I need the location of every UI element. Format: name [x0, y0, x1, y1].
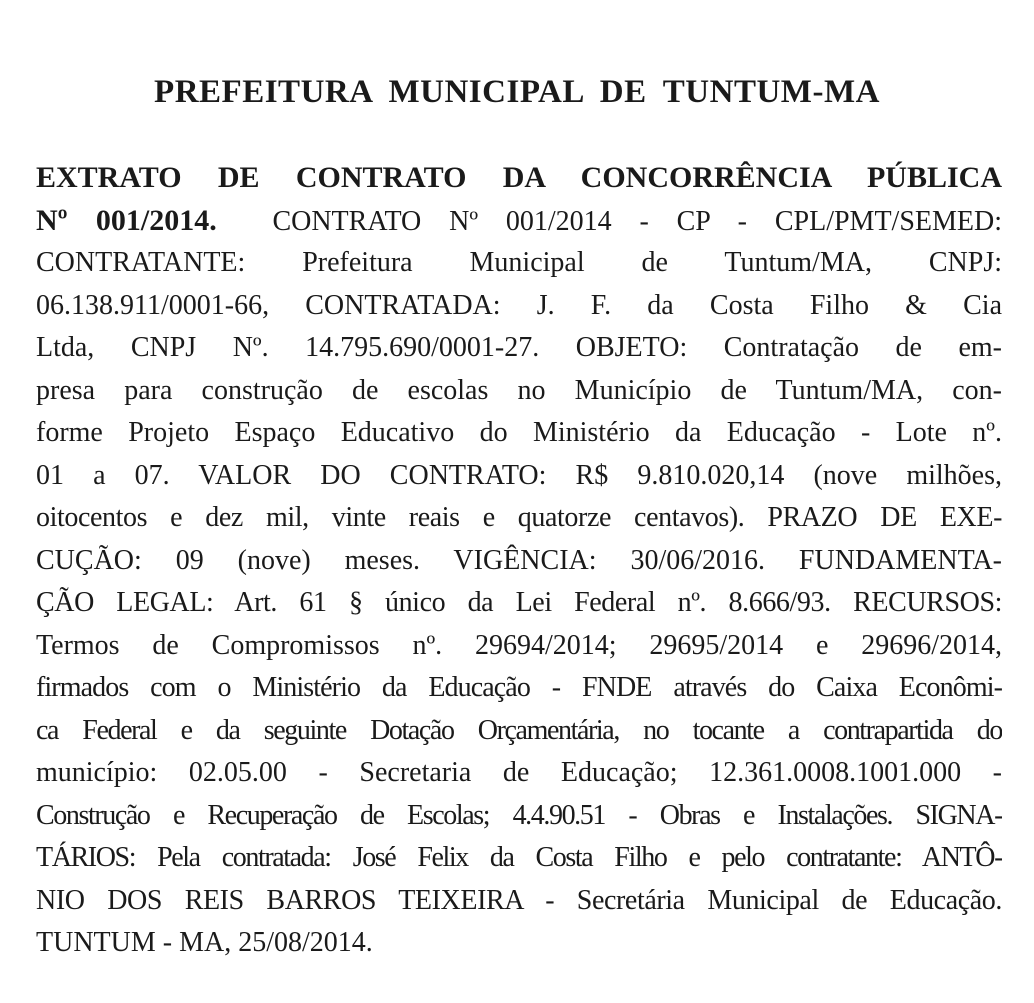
- document-header: PREFEITURA MUNICIPAL DE TUNTUM-MA: [154, 74, 880, 110]
- body-line: forme Projeto Espaço Educativo do Ministério da Educação - Lote nº.: [36, 417, 1002, 448]
- body-line: presa para construção de escolas no Município de Tuntum/MA, con-: [36, 374, 1002, 406]
- body-line: ca Federal e da seguinte Dotação Orçamentária, no tocante a contrapartida do: [36, 714, 1002, 746]
- contract-number-text: CONTRATO Nº 001/2014 - CP - CPL/PMT/SEMED:: [272, 205, 1002, 237]
- body-line: ÇÃO LEGAL: Art. 61 § único da Lei Federal nº. 8.666/93. RECURSOS:: [36, 587, 1002, 618]
- body-line: município: 02.05.00 - Secretaria de Educação; 12.361.0008.1001.000 -: [36, 757, 1002, 788]
- heading-line: EXTRATO DE CONTRATO DA CONCORRÊNCIA PÚBLICA: [36, 161, 1002, 194]
- body-line: Ltda, CNPJ Nº. 14.795.690/0001-27. OBJETO: Contratação de em-: [36, 332, 1002, 363]
- body-line: NIO DOS REIS BARROS TEIXEIRA - Secretária Municipal de Educação.: [36, 884, 1002, 916]
- date-line: TUNTUM - MA, 25/08/2014.: [36, 927, 373, 958]
- body-line: Construção e Recuperação de Escolas; 4.4.90.51 - Obras e Instalações. SIGNA-: [36, 799, 1002, 831]
- document-body: [36, 157, 1002, 965]
- body-line: CUÇÃO: 09 (nove) meses. VIGÊNCIA: 30/06/2016. FUNDAMENTA-: [36, 544, 1002, 576]
- body-line: oitocentos e dez mil, vinte reais e quatorze centavos). PRAZO DE EXE-: [36, 502, 1002, 533]
- body-line: CONTRATANTE: Prefeitura Municipal de Tuntum/MA, CNPJ:: [36, 247, 1002, 278]
- body-line: [36, 200, 1002, 243]
- body-line: firmados com o Ministério da Educação - FNDE através do Caixa Econômi-: [36, 672, 1002, 703]
- body-line: 06.138.911/0001-66, CONTRATADA: J. F. da Costa Filho & Cia: [36, 289, 1002, 321]
- body-line: TÁRIOS: Pela contratada: José Felix da Costa Filho e pelo contratante: ANTÔ-: [36, 842, 1002, 873]
- heading-number: Nº 001/2014.: [36, 203, 217, 237]
- body-line: 01 a 07. VALOR DO CONTRATO: R$ 9.810.020,14 (nove milhões,: [36, 459, 1002, 491]
- body-line: Termos de Compromissos nº. 29694/2014; 29695/2014 e 29696/2014,: [36, 629, 1002, 661]
